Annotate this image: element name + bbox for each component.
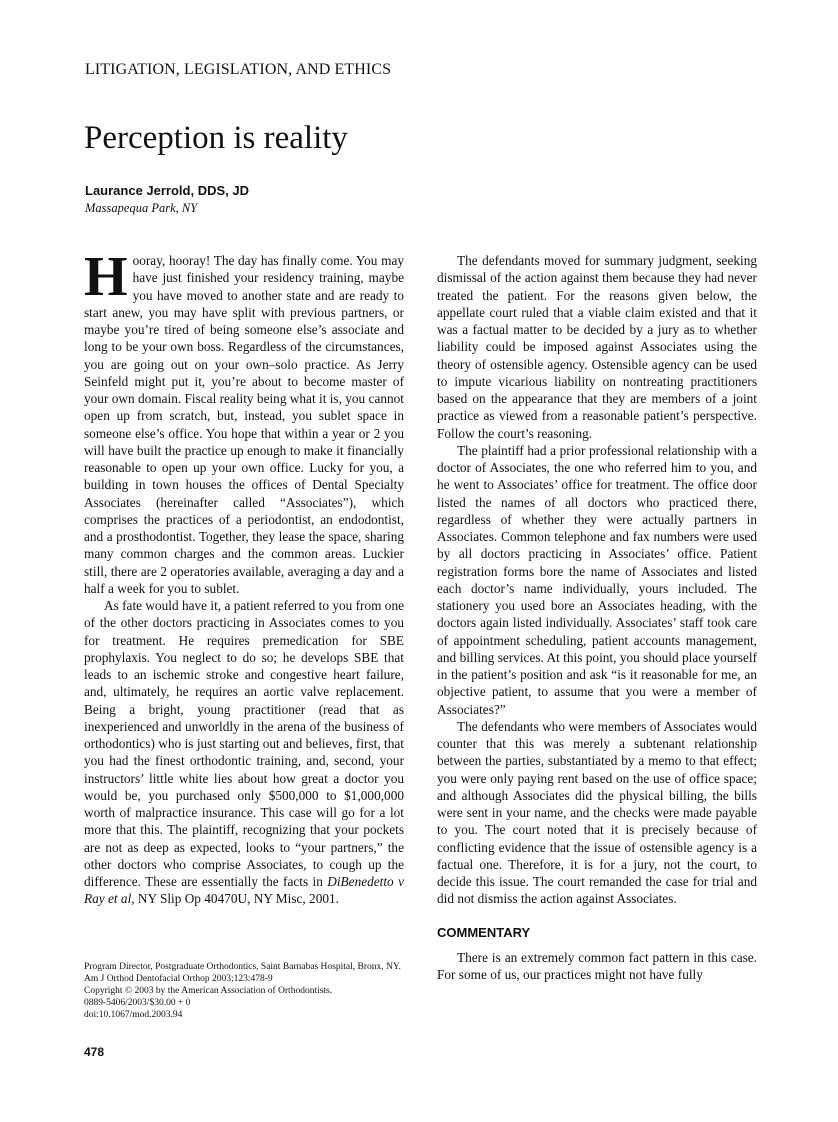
left-paragraph-2 bbox=[84, 597, 404, 908]
right-column bbox=[437, 252, 757, 983]
commentary-heading: COMMENTARY bbox=[437, 924, 531, 940]
left-paragraph-1 bbox=[84, 246, 404, 597]
footnote-block bbox=[84, 961, 404, 1021]
footnote-doi: doi:10.1067/mod.2003.94 bbox=[84, 1010, 183, 1021]
left-column bbox=[84, 246, 404, 908]
footnote-affiliation: Program Director, Postgraduate Orthodontics, Saint Barnabas Hospital, Bronx, NY. bbox=[84, 962, 401, 972]
drop-cap: H bbox=[84, 246, 128, 308]
right-paragraph-4: There is an extremely common fact pattern in this case. For some of us, our practices might not have fully bbox=[437, 949, 757, 982]
footnote-issn: 0889-5406/2003/$30.00 + 0 bbox=[84, 998, 191, 1009]
author-name: Laurance Jerrold, DDS, JD bbox=[85, 183, 249, 198]
right-paragraph-1: The defendants moved for summary judgment, seeking dismissal of the action against them because they had never treated the patient. For the reasons given below, the appellate court ruled that a viable claim existed and that it was a factual matter to be decided by a jury as to whether liability could be imposed against Associates using the theory of ostensible agency. Ostensible agency can be used to impute vicarious liability on nontreating practitioners based on the appearance that they are members of a joint practice as viewed from a reasonable patient’s perspective. Follow the court’s reasoning. bbox=[437, 253, 757, 441]
left-paragraph-2-text: As fate would have it, a patient referred to you from one of the other doctors practicing in Associates comes to you for treatment. He requires premedication for SBE prophylaxis. You neglect to do so; he develops SBE that leads to an ischemic stroke and congestive heart failure, and, ultimately, he requires an aortic valve replacement. Being a bright, young practitioner (read that as inexperienced and unworldly in the arena of the business of orthodontics) who is just starting out and believes, first, that you had the finest orthodontic training, and, second, your instructors’ little white lies about how great a doctor you would be, you purchased only $500,000 to $1,000,000 worth of malpractice insurance. This case will go for a lot more that this. The plaintiff, recognizing that your pockets are not as deep as expected, looks to “your partners,” the other doctors who comprise Associates, to cough up the difference. These are essentially the facts in bbox=[84, 598, 404, 889]
article-title: Perception is reality bbox=[84, 120, 348, 156]
author-location: Massapequa Park, NY bbox=[85, 201, 198, 215]
page-number: 478 bbox=[84, 1045, 105, 1059]
right-paragraph-3: The defendants who were members of Associates would counter that this was merely a subtenant relationship between the parties, substantiated by a memo to that effect; you were only paying rent based on the use of office space; and although Associates did the physical billing, the bills were sent in your name, and the checks were made payable to you. The court noted that it is precisely because of conflicting evidence that the issue of ostensible agency is a factual one. Therefore, it is for a jury, not the court, to decide this issue. The court remanded the case for trial and did not dismiss the action against Associates. bbox=[437, 718, 757, 907]
section-label: LITIGATION, LEGISLATION, AND ETHICS bbox=[85, 61, 392, 78]
footnote-journal: Am J Orthod Dentofacial Orthop 2003;123:478-9 bbox=[84, 974, 273, 985]
left-paragraph-2-end: , NY Slip Op 40470U, NY Misc, 2001. bbox=[131, 891, 339, 907]
left-paragraph-1-text: ooray, hooray! The day has finally come. You may have just finished your residency training, maybe you have moved to another state and are ready to start anew, you may have split with previous partners, or maybe you’re tired of being someone else’s associate and long to be your own boss. Regardless of the circumstances, you are going out on your own–solo practice. As Jerry Seinfeld might put it, you’re about to become master of your own domain. Fiscal reality being what it is, you cannot open up from scratch, but, instead, you sublet space in someone else’s office. You hope that within a year or 2 you will have built the practice up enough to make it financially reasonable to open up your own office. Lucky for you, a building in town houses the offices of Dental Specialty Associates (hereinafter called “Associates”), which comprises the practices of a periodontist, an endodontist, and a prosthodontist. Together, they lease the space, sharing many common charges and the common areas. Luckier still, there are 2 operatories available, averaging a day and a half a week for you to sublet. bbox=[84, 253, 404, 596]
case-name: DiBenedetto v Ray et al bbox=[84, 874, 404, 907]
right-paragraph-2: The plaintiff had a prior professional relationship with a doctor of Associates, the one who referred him to you, and he went to Associates’ office for treatment. The office door listed the names of all doctors who practiced there, regardless of whether they were actually partners in Associates. Common telephone and fax numbers were used by all doctors practicing in Associates’ office. Patient registration forms bore the name of Associates and listed each doctor’s name individually, yours included. The stationery you used bore an Associates heading, with the doctors again listed individually. Associates’ staff took care of appointment scheduling, patient accounts management, and billing services. At this point, you should place yourself in the patient’s position and ask “is it reasonable for me, an objective patient, to assume that you were a member of Associates?” bbox=[437, 442, 757, 717]
footnote-copyright: Copyright © 2003 by the American Association of Orthodontists. bbox=[84, 986, 333, 997]
